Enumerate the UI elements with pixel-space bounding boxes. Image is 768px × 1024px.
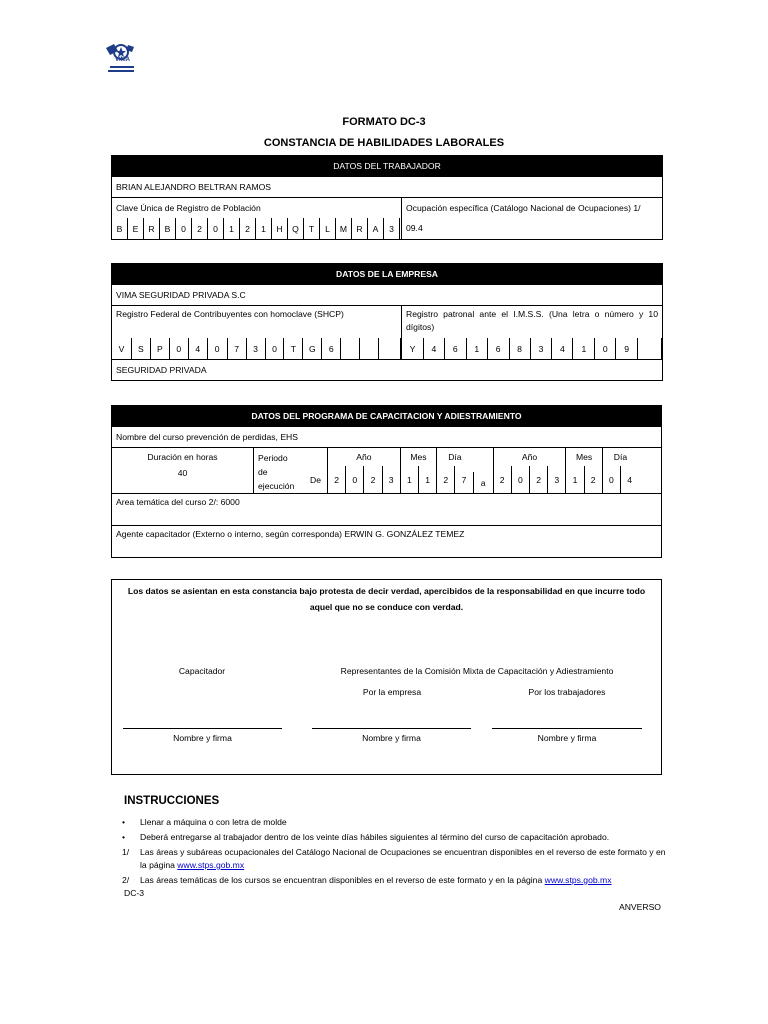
- period-label-2: de: [258, 467, 268, 477]
- curp-char-cell: R: [144, 218, 160, 239]
- curp-char-cell: 1: [224, 218, 240, 239]
- imss-char-cell: 8: [510, 338, 531, 359]
- end-year-cell: 3: [547, 466, 565, 493]
- duration-label: Duración en horas: [147, 452, 218, 462]
- rfc-char-cell: G: [303, 338, 322, 359]
- rfc-char-cell: T: [284, 338, 303, 359]
- instruction-text: [140, 846, 667, 872]
- worker-header: DATOS DEL TRABAJADOR: [112, 156, 663, 177]
- curp-char-cell: 0: [208, 218, 224, 239]
- start-day-label: Día: [436, 448, 472, 466]
- end-year-cell: 0: [511, 466, 529, 493]
- company-sign-label: Nombre y firma: [362, 733, 421, 743]
- imss-char-cell: [638, 338, 662, 359]
- rfc-cells: [112, 338, 401, 359]
- start-year-cell: 2: [327, 466, 345, 493]
- footnote-marker: 1/: [122, 847, 130, 857]
- rfc-char-cell: V: [112, 338, 132, 359]
- rfc-char-cell: 3: [247, 338, 266, 359]
- form-title: FORMATO DC-3: [342, 116, 426, 128]
- imss-char-cell: 6: [488, 338, 510, 359]
- signature-section: [111, 579, 662, 775]
- program-header: DATOS DEL PROGRAMA DE CAPACITACION Y ADIESTRAMIENTO: [112, 406, 662, 427]
- start-year-label: Año: [327, 448, 400, 466]
- rfc-char-cell: [379, 338, 401, 359]
- start-day-cell: 7: [454, 466, 472, 493]
- instruction-item: [122, 816, 667, 829]
- workers-sign-label: Nombre y firma: [537, 733, 597, 743]
- start-month-label: Mes: [400, 448, 436, 466]
- instructions-list: [122, 816, 667, 887]
- start-month-cell: 1: [418, 466, 436, 493]
- bullet-marker: •: [122, 832, 126, 842]
- trainer-signature-line: [123, 728, 282, 729]
- by-company-label: Por la empresa: [362, 687, 422, 697]
- imss-char-cell: 4: [424, 338, 445, 359]
- curp-char-cell: E: [128, 218, 144, 239]
- instruction-item: [122, 846, 667, 872]
- end-month-cell: 2: [584, 466, 602, 493]
- duration-value: 40: [177, 468, 188, 478]
- period-label-1: Periodo: [258, 453, 288, 463]
- start-day-cell: 2: [436, 466, 454, 493]
- rfc-char-cell: 0: [170, 338, 189, 359]
- commission-label: Representantes de la Comisión Mixta de Capacitación y Adiestramiento: [340, 666, 614, 676]
- trainer-label: Capacitador: [178, 666, 226, 676]
- instruction-item: [122, 874, 667, 887]
- company-section: [111, 263, 663, 381]
- start-year-cell: 3: [382, 466, 400, 493]
- rfc-label: Registro Federal de Contribuyentes con homoclave (SHCP): [116, 309, 344, 319]
- rfc-char-cell: [341, 338, 360, 359]
- worker-name: BRIAN ALEJANDRO BELTRAN RAMOS: [112, 177, 663, 198]
- curp-char-cell: 2: [192, 218, 208, 239]
- form-subtitle: CONSTANCIA DE HABILIDADES LABORALES: [263, 137, 505, 149]
- curp-char-cell: M: [336, 218, 352, 239]
- rfc-char-cell: 6: [322, 338, 341, 359]
- curp-char-cell: 2: [240, 218, 256, 239]
- imss-label: Registro patronal ante el I.M.S.S. (Una letra o número y 10 dígitos): [406, 309, 658, 332]
- start-month-cell: 1: [400, 466, 418, 493]
- instruction-item: [122, 831, 667, 844]
- course-area: Area temática del curso 2/: 6000: [112, 494, 662, 526]
- imss-char-cell: 4: [552, 338, 573, 359]
- company-signature-line: [312, 728, 471, 729]
- imss-char-cell: 6: [445, 338, 467, 359]
- rfc-char-cell: 4: [189, 338, 208, 359]
- period-row: [112, 448, 662, 494]
- curp-char-cell: B: [112, 218, 128, 239]
- occupation-label: Ocupación específica (Catálogo Nacional de Ocupaciones) 1/: [406, 203, 641, 213]
- curp-char-cell: 1: [256, 218, 272, 239]
- date-grid: [112, 448, 662, 493]
- form-code: DC-3: [124, 888, 145, 898]
- rfc-char-cell: 0: [208, 338, 228, 359]
- instruction-body: Las áreas y subáreas ocupacionales del Catálogo Nacional de Ocupaciones se encuentran disponibles en el reverso de este formato y en la página: [140, 847, 666, 870]
- curp-char-cell: B: [160, 218, 176, 239]
- start-year-cell: 0: [345, 466, 363, 493]
- course-name: Nombre del curso prevención de perdidas, EHS: [112, 427, 662, 448]
- end-day-label: Día: [602, 448, 638, 466]
- curp-label: Clave Única de Registro de Población: [116, 203, 261, 213]
- imss-char-cell: Y: [402, 338, 424, 359]
- end-year-label: Año: [493, 448, 566, 466]
- page-side: ANVERSO: [618, 902, 661, 912]
- curp-char-cell: 3: [384, 218, 400, 239]
- worker-section: [111, 155, 663, 240]
- curp-char-cell: L: [320, 218, 336, 239]
- curp-cells: [112, 218, 401, 239]
- rfc-char-cell: 7: [228, 338, 247, 359]
- end-year-cell: 2: [529, 466, 547, 493]
- bullet-marker: •: [122, 817, 126, 827]
- period-label-3: ejecución: [258, 481, 295, 491]
- program-section: [111, 405, 662, 558]
- from-label: De: [310, 474, 321, 485]
- imss-char-cell: 1: [467, 338, 488, 359]
- instruction-text: Deberá entregarse al trabajador dentro de los veinte días hábiles siguientes al término del curso de capacitación aprobado.: [140, 832, 610, 842]
- to-label: a: [473, 472, 493, 493]
- imss-char-cell: 9: [616, 338, 638, 359]
- company-logo: [104, 42, 138, 74]
- footnote-marker: 2/: [122, 875, 130, 885]
- instruction-body: Las áreas temáticas de los cursos se encuentran disponibles en el reverso de este formato y en la página: [140, 875, 545, 885]
- truth-statement: Los datos se asientan en esta constancia bajo protesta de decir verdad, apercibidos de la responsabilidad en que incurre todo aquel que no se conduce con verdad.: [127, 586, 646, 612]
- rfc-char-cell: 0: [266, 338, 285, 359]
- curp-char-cell: R: [352, 218, 368, 239]
- end-month-cell: 1: [565, 466, 583, 493]
- curp-char-cell: 0: [176, 218, 192, 239]
- by-workers-label: Por los trabajadores: [528, 687, 606, 697]
- rfc-char-cell: S: [132, 338, 151, 359]
- occupation-value: 09.4: [406, 223, 423, 233]
- stps-link[interactable]: www.stps.gob.mx: [544, 875, 612, 885]
- curp-char-cell: H: [272, 218, 288, 239]
- curp-char-cell: Q: [288, 218, 304, 239]
- stps-link[interactable]: www.stps.gob.mx: [177, 860, 245, 870]
- imss-cells: [402, 338, 662, 359]
- curp-char-cell: T: [304, 218, 320, 239]
- rfc-char-cell: [360, 338, 379, 359]
- logo-text: VIMA: [115, 57, 130, 63]
- end-year-cell: 2: [493, 466, 511, 493]
- company-name: VIMA SEGURIDAD PRIVADA S.C: [112, 285, 663, 306]
- workers-signature-line: [492, 728, 642, 729]
- imss-char-cell: 1: [573, 338, 595, 359]
- instructions-title: INSTRUCCIONES: [124, 795, 220, 807]
- instruction-text: Llenar a máquina o con letra de molde: [140, 817, 287, 827]
- instruction-text: [140, 874, 612, 887]
- imss-char-cell: 0: [595, 338, 616, 359]
- company-activity: SEGURIDAD PRIVADA: [112, 360, 663, 381]
- end-day-cell: 0: [602, 466, 620, 493]
- company-header: DATOS DE LA EMPRESA: [112, 264, 663, 285]
- curp-char-cell: A: [368, 218, 384, 239]
- end-day-cell: 4: [620, 466, 638, 493]
- end-month-label: Mes: [565, 448, 601, 466]
- trainer-sign-label: Nombre y firma: [173, 733, 232, 743]
- rfc-char-cell: P: [151, 338, 170, 359]
- training-agent: Agente capacitador (Externo o interno, según corresponda) ERWIN G. GONZÁLEZ TEMEZ: [112, 526, 662, 558]
- imss-char-cell: 3: [531, 338, 553, 359]
- start-year-cell: 2: [363, 466, 381, 493]
